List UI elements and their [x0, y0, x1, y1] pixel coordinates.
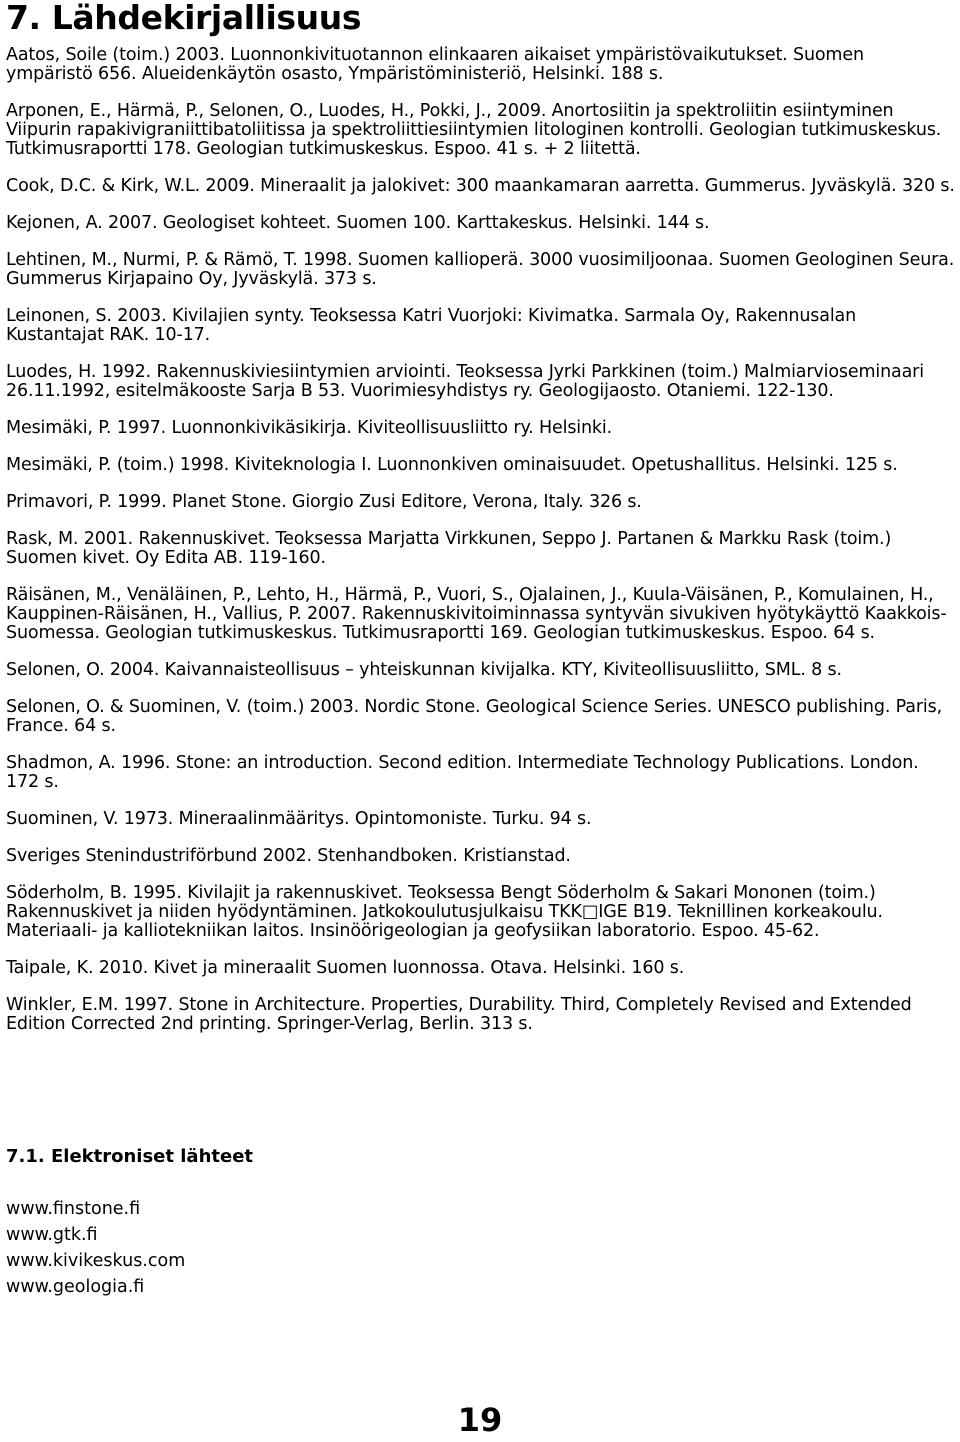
link-item	[6, 1198, 185, 1220]
link-item	[6, 1250, 185, 1272]
page-number: 19	[457, 1401, 503, 1439]
reference-entry: Sveriges Stenindustriförbund 2002. Stenhandboken. Kristianstad.	[6, 846, 571, 866]
subsection-title: 7.1. Elektroniset lähteet	[6, 1146, 254, 1167]
reference-entry: Arponen, E., Härmä, P., Selonen, O., Luodes, H., Pokki, J., 2009. Anortosiitin ja spektroliitin esiintyminen Viipurin rapakivigraniittibatoliitissa ja spektroliittiesiintymien litologinen kontrolli. Geologian tutkimuskeskus. Tutkimusraportti 178. Geologian tutkimuskeskus. Espoo. 41 s. + 2 liitettä.	[6, 101, 942, 159]
reference-entry: Selonen, O. 2004. Kaivannaisteollisuus – yhteiskunnan kivijalka. KTY, Kiviteollisuusliitto, SML. 8 s.	[6, 660, 842, 680]
reference-entry: Lehtinen, M., Nurmi, P. & Rämö, T. 1998. Suomen kallioperä. 3000 vuosimiljoonaa. Suomen Geologinen Seura. Gummerus Kirjapaino Oy, Jyväskylä. 373 s.	[6, 250, 955, 289]
reference-entry: Mesimäki, P. 1997. Luonnonkivikäsikirja. Kiviteollisuusliitto ry. Helsinki.	[6, 418, 613, 438]
link-item	[6, 1224, 185, 1246]
reference-entry: Selonen, O. & Suominen, V. (toim.) 2003. Nordic Stone. Geological Science Series. UNESCO publishing. Paris, France. 64 s.	[6, 697, 942, 736]
reference-entry: Mesimäki, P. (toim.) 1998. Kiviteknologia I. Luonnonkiven ominaisuudet. Opetushallitus. Helsinki. 125 s.	[6, 455, 898, 475]
link-list	[6, 1198, 185, 1302]
reference-entry: Kejonen, A. 2007. Geologiset kohteet. Suomen 100. Karttakeskus. Helsinki. 144 s.	[6, 213, 710, 233]
reference-entry: Aatos, Soile (toim.) 2003. Luonnonkivituotannon elinkaaren aikaiset ympäristövaikutukset. Suomen ympäristö 656. Alueidenkäytön osasto, Ympäristöministeriö, Helsinki. 188 s.	[6, 45, 864, 84]
section-title: 7. Lähdekirjallisuus	[6, 0, 362, 37]
reference-entry: Leinonen, S. 2003. Kivilajien synty. Teoksessa Katri Vuorjoki: Kivimatka. Sarmala Oy, Rakennusalan Kustantajat RAK. 10-17.	[6, 306, 857, 345]
website-link[interactable]: www.geologia.fi	[6, 1277, 145, 1297]
reference-list	[6, 46, 955, 1052]
reference-entry: Taipale, K. 2010. Kivet ja mineraalit Suomen luonnossa. Otava. Helsinki. 160 s.	[6, 958, 685, 978]
reference-entry: Luodes, H. 1992. Rakennuskiviesiintymien arviointi. Teoksessa Jyrki Parkkinen (toim.) Malmiarvioseminaari 26.11.1992, esitelmäkooste Sarja B 53. Vuorimiesyhdistys ry. Geologijaosto. Otaniemi. 122-130.	[6, 362, 924, 401]
reference-entry: Primavori, P. 1999. Planet Stone. Giorgio Zusi Editore, Verona, Italy. 326 s.	[6, 492, 642, 512]
reference-entry: Winkler, E.M. 1997. Stone in Architecture. Properties, Durability. Third, Completely Revised and Extended Edition Corrected 2nd printing. Springer-Verlag, Berlin. 313 s.	[6, 995, 912, 1034]
reference-entry: Cook, D.C. & Kirk, W.L. 2009. Mineraalit ja jalokivet: 300 maankamaran aarretta. Gummerus. Jyväskylä. 320 s.	[6, 176, 955, 196]
reference-entry: Söderholm, B. 1995. Kivilajit ja rakennuskivet. Teoksessa Bengt Söderholm & Sakari Mononen (toim.) Rakennuskivet ja niiden hyödyntäminen. Jatkokoulutusjulkaisu TKK□IGE B19. Teknillinen korkeakoulu. Materiaali- ja kalliotekniikan laitos. Insinöörigeologian ja geofysiikan laboratorio. Espoo. 45-62.	[6, 883, 883, 941]
reference-entry: Rask, M. 2001. Rakennuskivet. Teoksessa Marjatta Virkkunen, Seppo J. Partanen & Markku Rask (toim.) Suomen kivet. Oy Edita AB. 119-160.	[6, 529, 892, 568]
link-item	[6, 1276, 185, 1298]
website-link[interactable]: www.kivikeskus.com	[6, 1251, 186, 1271]
reference-entry: Shadmon, A. 1996. Stone: an introduction. Second edition. Intermediate Technology Publications. London. 172 s.	[6, 753, 919, 792]
reference-entry: Räisänen, M., Venäläinen, P., Lehto, H., Härmä, P., Vuori, S., Ojalainen, J., Kuula-Väisänen, P., Komulainen, H., Kauppinen-Räisänen, H., Vallius, P. 2007. Rakennuskivitoiminnassa syntyvän sivukiven hyötykäyttö Kaakkois-Suomessa. Geologian tutkimuskeskus. Tutkimusraportti 169. Geologian tutkimuskeskus. Espoo. 64 s.	[6, 585, 947, 643]
website-link[interactable]: www.finstone.fi	[6, 1199, 141, 1219]
reference-entry: Suominen, V. 1973. Mineraalinmääritys. Opintomoniste. Turku. 94 s.	[6, 809, 592, 829]
website-link[interactable]: www.gtk.fi	[6, 1225, 98, 1245]
